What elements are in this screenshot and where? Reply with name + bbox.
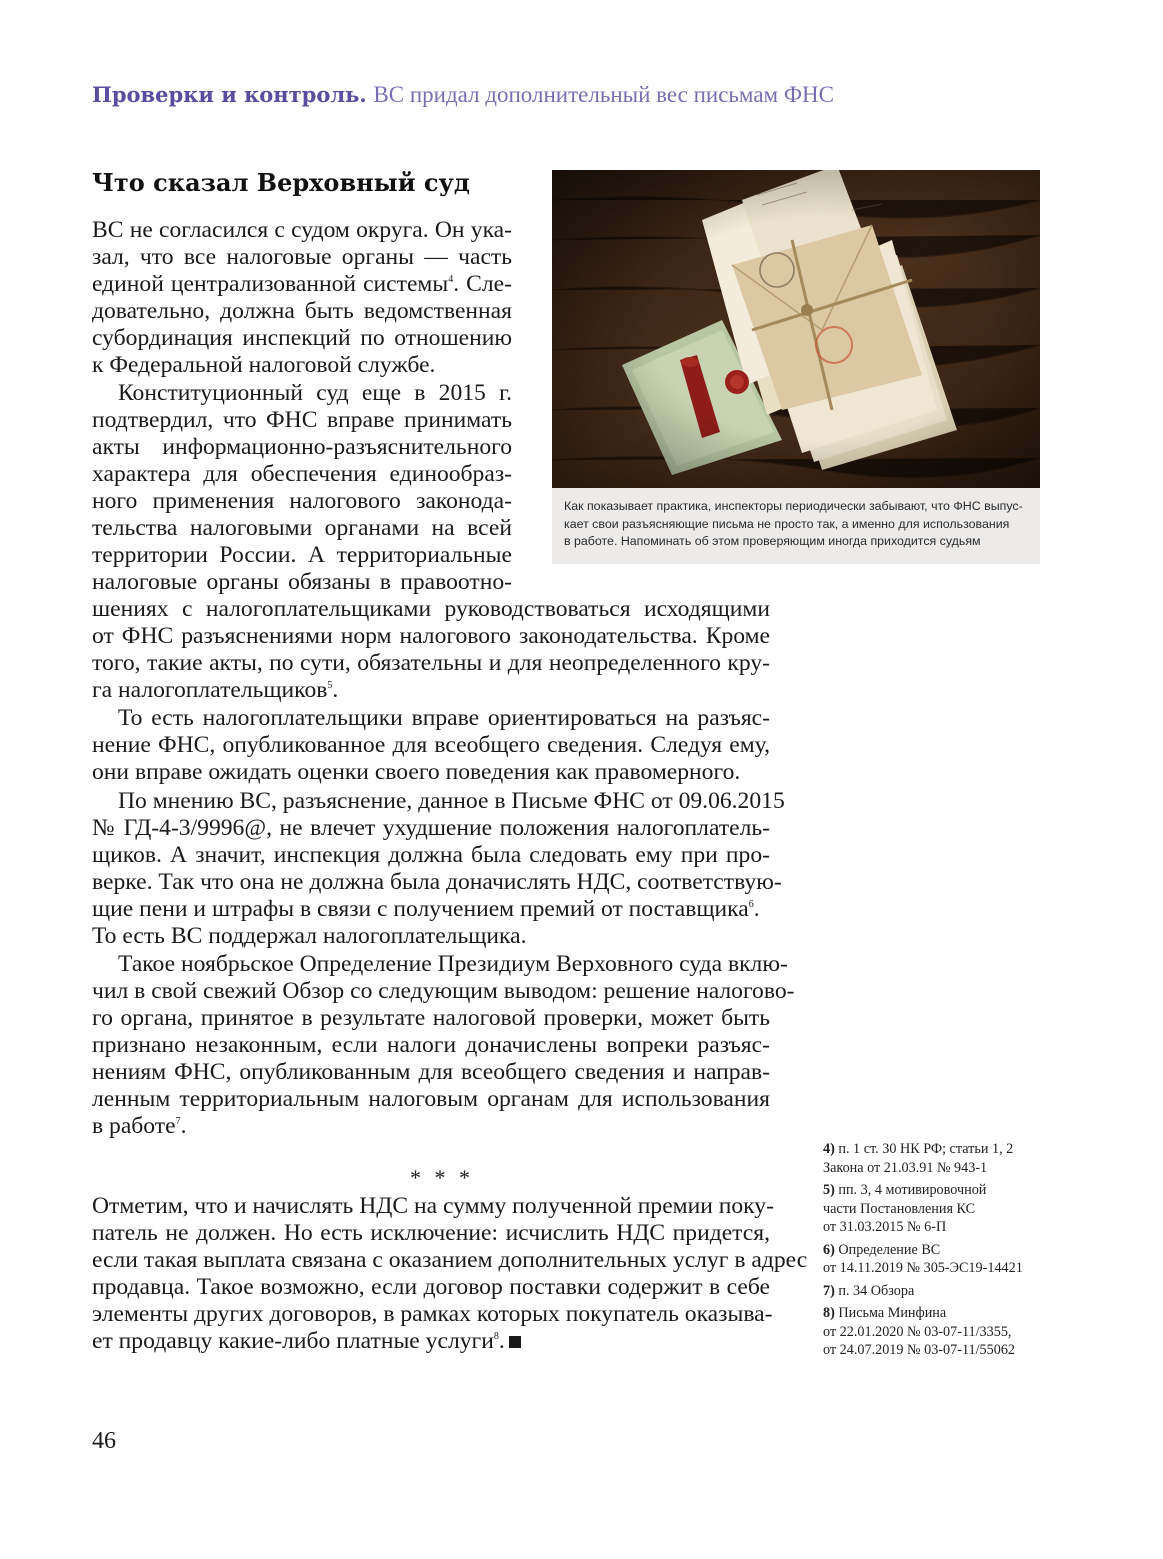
caption-line: кает свои разъясняющие письма не просто так, а именно для использования: [564, 516, 1010, 531]
letters-photo: [552, 170, 1040, 488]
footnote-ref[interactable]: 4: [448, 274, 454, 286]
photo-caption: [552, 488, 1040, 564]
section-separator: * * *: [410, 1165, 474, 1190]
running-header: [92, 82, 834, 108]
text-line: Конституционный суд еще в 2015 г.: [118, 380, 512, 406]
text-line: № ГД-4-3/9996@, не влечет ухудшение положения налогоплатель-: [92, 815, 770, 841]
footnote-ref[interactable]: 5: [327, 680, 333, 692]
letters-illustration: [552, 170, 1040, 488]
text-line: территории России. А территориальные: [92, 542, 512, 568]
text-line: Такое ноябрьское Определение Президиум Верховного суда вклю-: [118, 951, 788, 977]
text-line: того, такие акты, по сути, обязательны и для неопределенного кру-: [92, 650, 770, 676]
footnote-ref[interactable]: 7: [175, 1116, 181, 1128]
text-line: к Федеральной налоговой службе.: [92, 352, 436, 378]
header-section: Проверки и контроль.: [92, 82, 367, 107]
text-line: они вправе ожидать оценки своего поведения как правомерного.: [92, 759, 741, 785]
text-line: от ФНС разъяснениями норм налогового законодательства. Кроме: [92, 623, 770, 649]
text-line: характера для обеспечения единообраз-: [92, 461, 512, 487]
text-line: довательно, должна быть ведомственная: [92, 298, 512, 324]
footnote-6: 6) Определение ВС от 14.11.2019 № 305-ЭС19-14421: [823, 1241, 1023, 1276]
text-line: нение ФНС, опубликованное для всеобщего сведения. Следуя ему,: [92, 732, 770, 758]
footnote-ref[interactable]: 6: [748, 899, 754, 911]
text-line: патель не должен. Но есть исключение: исчислить НДС придется,: [92, 1220, 770, 1246]
text-line: По мнению ВС, разъяснение, данное в Письме ФНС от 09.06.2015: [118, 788, 785, 814]
text-line: признано незаконным, если налоги доначислены вопреки разъяс-: [92, 1032, 770, 1058]
text-line: То есть ВС поддержал налогоплательщика.: [92, 923, 527, 949]
caption-line: Как показывает практика, инспекторы периодически забывают, что ФНС выпус-: [564, 499, 1023, 513]
section-heading: Что сказал Верховный суд: [92, 168, 470, 197]
text-line: зал, что все налоговые органы — часть: [92, 244, 512, 270]
text-line: ВС не согласился с судом округа. Он ука-: [92, 217, 512, 243]
text-line: в работе$^7$.: [92, 1113, 187, 1139]
footnote-ref[interactable]: 8: [493, 1331, 499, 1343]
footnote-8: 8) Письма Минфина от 22.01.2020 № 03-07-11/3355, от 24.07.2019 № 03-07-11/55062: [823, 1305, 1016, 1358]
text-line: акты информационно-разъяснительного: [92, 434, 512, 460]
text-line: То есть налогоплательщики вправе ориентироваться на разъяс-: [118, 705, 770, 731]
footnote-7: 7) п. 34 Обзора: [823, 1282, 915, 1299]
text-line: чил в свой свежий Обзор со следующим выводом: решение налогово-: [92, 978, 795, 1004]
text-line: ного применения налогового законода-: [92, 488, 512, 514]
footnote-4: 4) п. 1 ст. 30 НК РФ; статьи 1, 2 Закона от 21.03.91 № 943-1: [823, 1141, 1014, 1176]
text-line: тельства налоговыми органами на всей: [92, 515, 512, 541]
footnote-5: 5) пп. 3, 4 мотивировочной части Постановления КС от 31.03.2015 № 6-П: [823, 1182, 987, 1235]
text-line: элементы других договоров, в рамках которых покупатель оказыва-: [92, 1301, 773, 1327]
text-line: ет продавцу какие-либо платные услуги$^8$.: [92, 1328, 770, 1355]
header-title: ВС придал дополнительный вес письмам ФНС: [373, 82, 834, 107]
text-line: налоговые органы обязаны в правоотно-: [92, 569, 512, 595]
text-line: единой централизованной системы$^4$. Сле-: [92, 271, 512, 297]
text-line: щиков. А значит, инспекция должна была следовать ему при про-: [92, 842, 770, 868]
text-line: щие пени и штрафы в связи с получением премий от поставщика$^6$.: [92, 896, 760, 922]
caption-line: в работе. Напоминать об этом проверяющим иногда приходится судьям: [564, 534, 981, 548]
text-line: Отметим, что и начислять НДС на сумму полученной премии поку-: [92, 1193, 774, 1219]
text-line: га налогоплательщиков$^5$.: [92, 677, 339, 703]
text-line: шениях с налогоплательщиками руководствоваться исходящими: [92, 596, 770, 622]
text-line: продавца. Такое возможно, если договор поставки содержит в себе: [92, 1274, 770, 1300]
text-line: верке. Так что она не должна была доначислять НДС, соответствую-: [92, 869, 782, 895]
text-line: нениям ФНС, опубликованным для всеобщего сведения и направ-: [92, 1059, 770, 1085]
text-line: го органа, принятое в результате налоговой проверки, может быть: [92, 1005, 770, 1031]
end-of-article-mark: [509, 1336, 521, 1348]
text-line: если такая выплата связана с оказанием дополнительных услуг в адрес: [92, 1247, 808, 1273]
page-number: 46: [92, 1428, 116, 1454]
text-line: субординация инспекций по отношению: [92, 325, 512, 351]
text-line: ленным территориальным налоговым органам для использования: [92, 1086, 770, 1112]
footnotes: [823, 1140, 1063, 1364]
text-line: подтвердил, что ФНС вправе принимать: [92, 407, 512, 433]
